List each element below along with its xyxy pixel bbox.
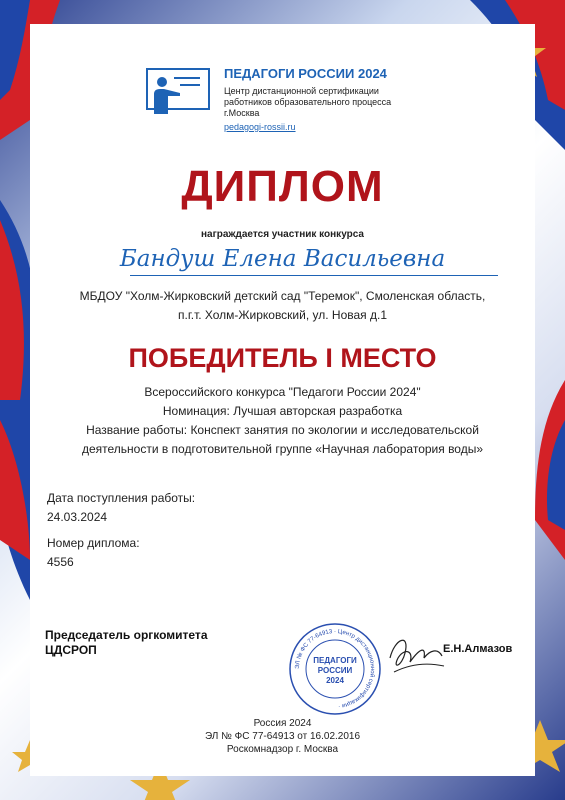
org-subtitle-line: работников образовательного процесса: [224, 97, 392, 107]
nomination-line: Номинация: Лучшая авторская разработка: [162, 404, 403, 418]
handwritten-signature: [380, 628, 450, 678]
stamp-text: РОССИИ: [317, 666, 353, 675]
chair-title: [45, 628, 208, 658]
org-title: ПЕДАГОГИ РОССИИ 2024: [224, 66, 387, 81]
contest-info: [45, 383, 520, 459]
stamp-ring-text: ЭЛ № ФС 77-64913 · Центр дистанционной сертификации ·: [294, 628, 376, 709]
org-subtitle-line: г.Москва: [224, 108, 260, 118]
signer-name: Е.Н.Алмазов: [443, 643, 513, 655]
received-date: 24.03.2024: [47, 510, 108, 524]
institution-line: п.г.т. Холм-Жирковский, ул. Новая д.1: [177, 308, 388, 322]
footer-line: Роскомнадзор г. Москва: [226, 744, 339, 755]
teacher-board-icon: [146, 68, 210, 116]
org-subtitle-line: Центр дистанционной сертификации: [224, 86, 379, 96]
institution-line: МБДОУ "Холм-Жирковский детский сад "Теремок", Смоленская область,: [79, 289, 486, 303]
chair-line: Председатель оргкомитета: [45, 628, 208, 642]
diploma-number-label: Номер диплома:: [47, 536, 140, 550]
place-title: ПОБЕДИТЕЛЬ I МЕСТО: [128, 343, 437, 373]
footer-line: ЭЛ № ФС 77-64913 от 16.02.2016: [204, 731, 361, 742]
stamp-text: 2024: [326, 676, 344, 685]
received-label: Дата поступления работы:: [47, 491, 196, 505]
website-link[interactable]: pedagogi-rossii.ru: [224, 122, 296, 132]
org-subtitle: [224, 86, 424, 119]
diploma-number: 4556: [47, 555, 74, 569]
footer: [0, 717, 565, 756]
institution: [60, 287, 505, 325]
chair-line: ЦДСРОП: [45, 643, 97, 657]
diploma-title: ДИПЛОМ: [181, 162, 384, 211]
footer-line: Россия 2024: [253, 718, 312, 729]
work-title-line: деятельности в подготовительной группе «Научная лаборатория воды»: [81, 442, 484, 456]
name-underline: [130, 275, 498, 276]
awarded-text: награждается участник конкурса: [201, 229, 364, 240]
official-stamp: [288, 622, 382, 716]
stamp-text: ПЕДАГОГИ: [313, 656, 357, 665]
work-title-line: Название работы: Конспект занятия по экологии и исследовательской: [86, 423, 479, 437]
contest-line: Всероссийского конкурса "Педагоги России 2024": [144, 385, 421, 399]
recipient-name: Бандуш Елена Васильевна: [119, 246, 446, 272]
